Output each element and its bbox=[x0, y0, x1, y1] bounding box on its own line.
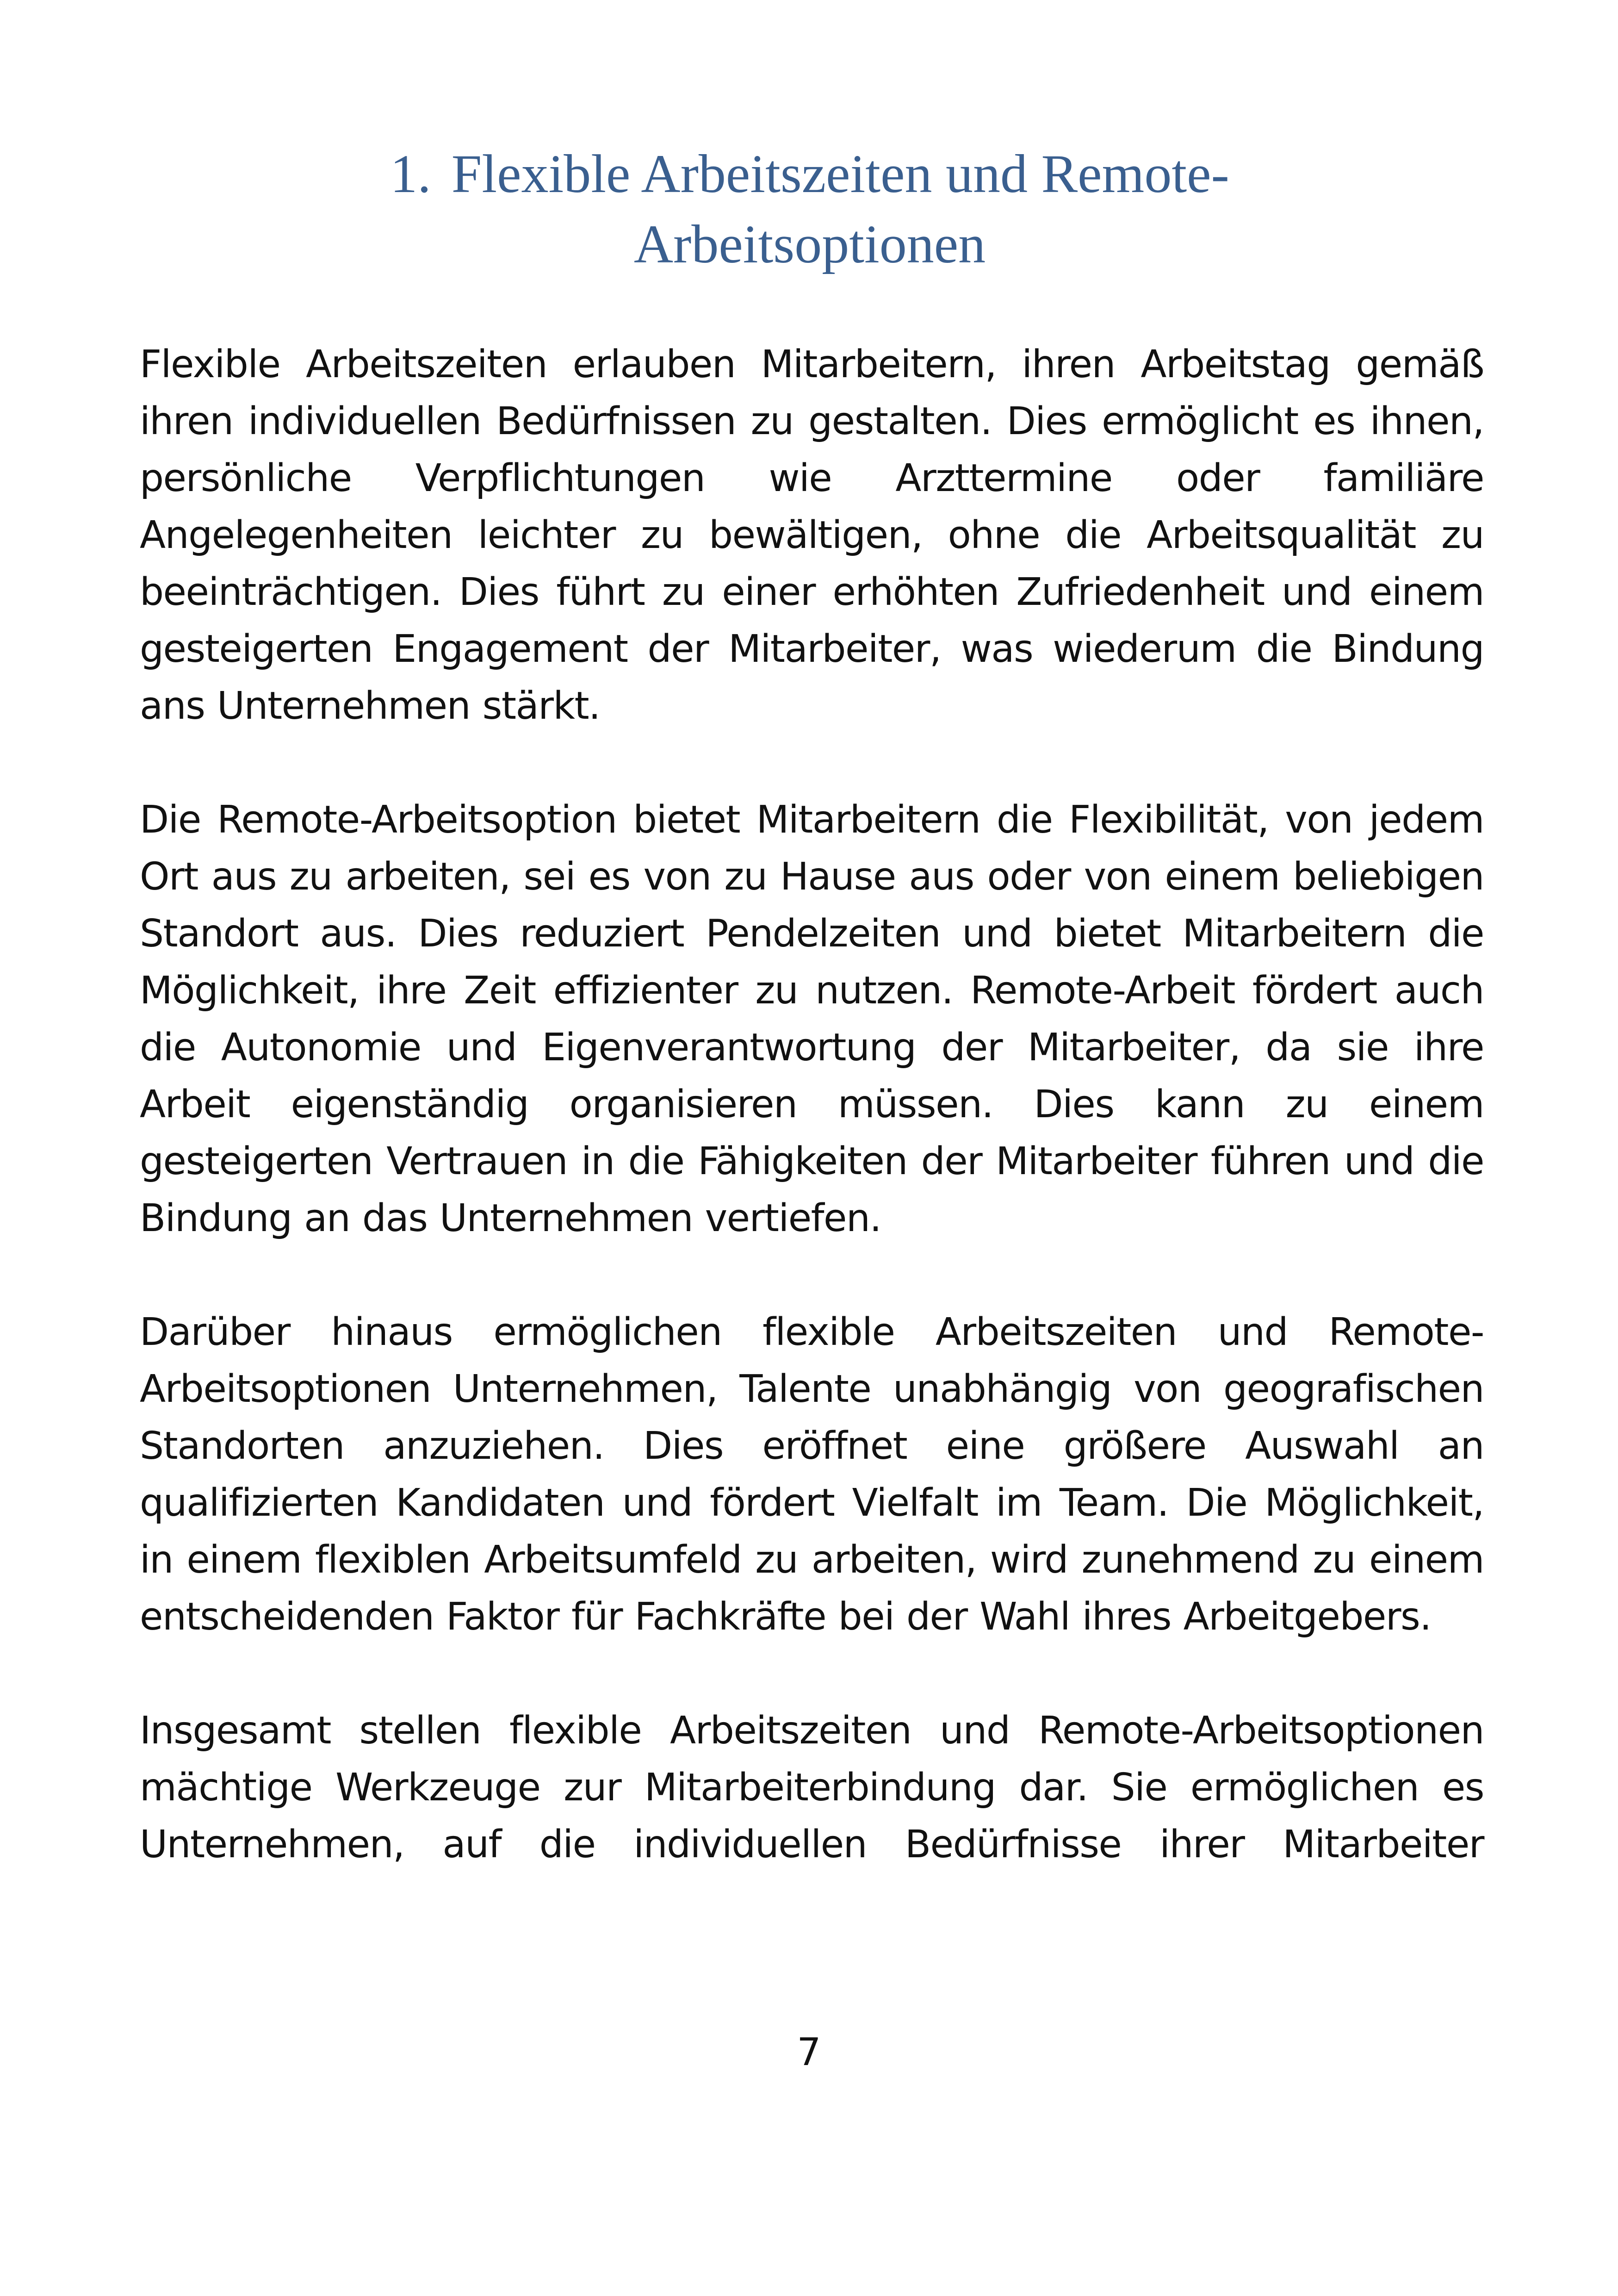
paragraph-flexible-hours: Flexible Arbeitszeiten erlauben Mitarbeitern, ihren Arbeitstag gemäß ihren individuellen Bedürfnissen zu gestalten. Dies ermöglicht es ihnen, persönliche Verpflichtungen wie Arzttermine oder familiäre Angelegenheiten leichter zu bewältigen, ohne die Arbeitsqualität zu beeinträchtigen. Dies führt zu einer erhöhten Zufriedenheit und einem gesteigerten Engagement der Mitarbeiter, was wiederum die Bindung ans Unternehmen stärkt. bbox=[140, 342, 1484, 728]
section-number: 1. bbox=[390, 143, 431, 204]
section-title-line-1: Flexible Arbeitszeiten und Remote- bbox=[451, 143, 1229, 204]
section-heading bbox=[139, 139, 1481, 280]
paragraph-summary: Insgesamt stellen flexible Arbeitszeiten und Remote-Arbeitsoptionen mächtige Werkzeuge zur Mitarbeiterbindung dar. Sie ermöglichen es Unternehmen, auf die individuellen Bedürfnisse ihrer Mitarbeiter bbox=[140, 1709, 1484, 1867]
body-text bbox=[140, 336, 1484, 1873]
section-title-line-2: Arbeitsoptionen bbox=[633, 214, 986, 274]
page-number: 7 bbox=[797, 2030, 821, 2074]
paragraph-remote-work: Die Remote-Arbeitsoption bietet Mitarbeitern die Flexibilität, von jedem Ort aus zu arbeiten, sei es von zu Hause aus oder von einem beliebigen Standort aus. Dies reduziert Pendelzeiten und bietet Mitarbeitern die Möglichkeit, ihre Zeit effizienter zu nutzen. Remote-Arbeit fördert auch die Autonomie und Eigenverantwortung der Mitarbeiter, da sie ihre Arbeit eigenständig organisieren müssen. Dies kann zu einem gesteigerten Vertrauen in die Fähigkeiten der Mitarbeiter führen und die Bindung an das Unternehmen vertiefen. bbox=[140, 798, 1484, 1240]
paragraph-talent: Darüber hinaus ermöglichen flexible Arbeitszeiten und Remote-Arbeitsoptionen Unternehmen, Talente unabhängig von geografischen Standorten anzuziehen. Dies eröffnet eine größere Auswahl an qualifizierten Kandidaten und fördert Vielfalt im Team. Die Möglichkeit, in einem flexiblen Arbeitsumfeld zu arbeiten, wird zunehmend zu einem entscheidenden Faktor für Fachkräfte bei der Wahl ihres Arbeitgebers. bbox=[140, 1310, 1484, 1639]
